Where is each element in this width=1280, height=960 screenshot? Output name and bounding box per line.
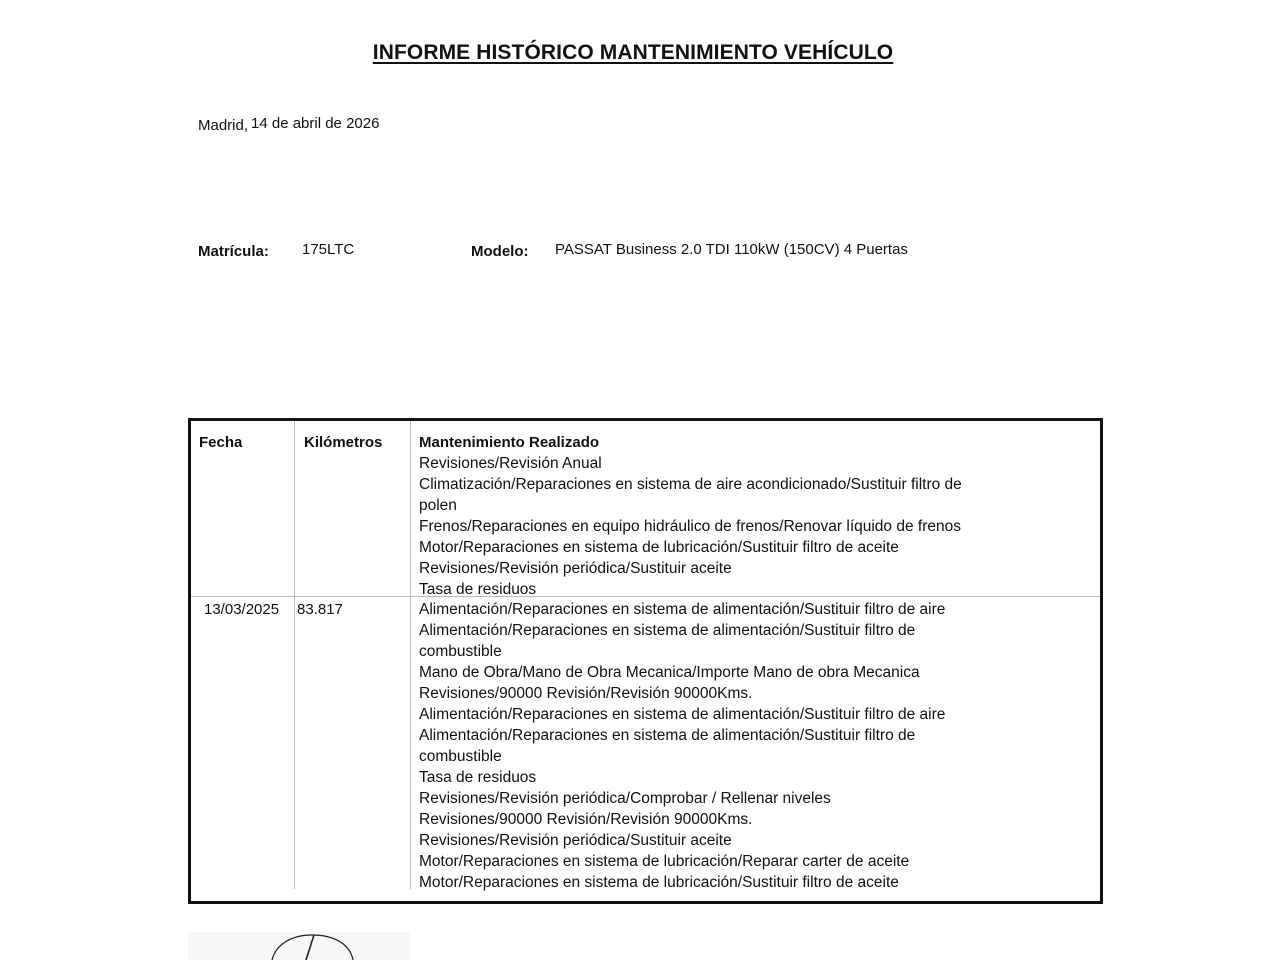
maintenance-line: Tasa de residuos bbox=[419, 581, 537, 598]
plate-label: Matrícula: bbox=[198, 243, 269, 260]
maintenance-line: combustible bbox=[419, 643, 502, 660]
maintenance-line: Revisiones/90000 Revisión/Revisión 90000Kms. bbox=[419, 811, 753, 828]
row-kilometers: 83.817 bbox=[297, 601, 343, 618]
maintenance-line: Alimentación/Reparaciones en sistema de alimentación/Sustituir filtro de bbox=[419, 727, 916, 744]
maintenance-line: Motor/Reparaciones en sistema de lubricación/Sustituir filtro de aceite bbox=[419, 874, 899, 891]
report-title: INFORME HISTÓRICO MANTENIMIENTO VEHÍCULO bbox=[372, 41, 894, 64]
maintenance-line: Frenos/Reparaciones en equipo hidráulico de frenos/Renovar líquido de frenos bbox=[419, 518, 961, 535]
maintenance-line: Mano de Obra/Mano de Obra Mecanica/Importe Mano de obra Mecanica bbox=[419, 664, 920, 681]
header-mantenimiento: Mantenimiento Realizado bbox=[419, 434, 600, 451]
row-date: 13/03/2025 bbox=[204, 601, 280, 618]
maintenance-line: Revisiones/Revisión periódica/Sustituir aceite bbox=[419, 560, 732, 577]
header-fecha: Fecha bbox=[199, 434, 243, 451]
maintenance-group-1 bbox=[419, 453, 989, 600]
maintenance-line: Tasa de residuos bbox=[419, 769, 537, 786]
maintenance-table bbox=[188, 418, 1103, 904]
model-label: Modelo: bbox=[471, 243, 529, 260]
signature-stamp-icon bbox=[188, 932, 410, 960]
maintenance-line: combustible bbox=[419, 748, 502, 765]
model-value: PASSAT Business 2.0 TDI 110kW (150CV) 4 Puertas bbox=[555, 241, 908, 258]
maintenance-group-2 bbox=[419, 599, 989, 893]
maintenance-line: Revisiones/Revisión periódica/Comprobar / Rellenar niveles bbox=[419, 790, 831, 807]
column-divider bbox=[294, 421, 295, 889]
maintenance-line: Revisiones/90000 Revisión/Revisión 90000Kms. bbox=[419, 685, 753, 702]
maintenance-line: Alimentación/Reparaciones en sistema de alimentación/Sustituir filtro de aire bbox=[419, 601, 946, 618]
maintenance-line: Motor/Reparaciones en sistema de lubricación/Sustituir filtro de aceite bbox=[419, 539, 899, 556]
maintenance-line: Climatización/Reparaciones en sistema de aire acondicionado/Sustituir filtro de bbox=[419, 476, 962, 493]
maintenance-line: Alimentación/Reparaciones en sistema de alimentación/Sustituir filtro de bbox=[419, 622, 916, 639]
city-label: Madrid, bbox=[198, 117, 249, 134]
maintenance-line: Revisiones/Revisión periódica/Sustituir aceite bbox=[419, 832, 732, 849]
signature-area bbox=[188, 932, 410, 960]
maintenance-line: Motor/Reparaciones en sistema de lubricación/Reparar carter de aceite bbox=[419, 853, 910, 870]
header-kilometros: Kilómetros bbox=[304, 434, 383, 451]
report-date: 14 de abril de 2026 bbox=[251, 115, 380, 132]
maintenance-line: Revisiones/Revisión Anual bbox=[419, 455, 602, 472]
plate-value: 175LTC bbox=[302, 241, 355, 258]
maintenance-line: Alimentación/Reparaciones en sistema de alimentación/Sustituir filtro de aire bbox=[419, 706, 946, 723]
column-divider bbox=[410, 421, 411, 889]
maintenance-line: polen bbox=[419, 497, 457, 514]
